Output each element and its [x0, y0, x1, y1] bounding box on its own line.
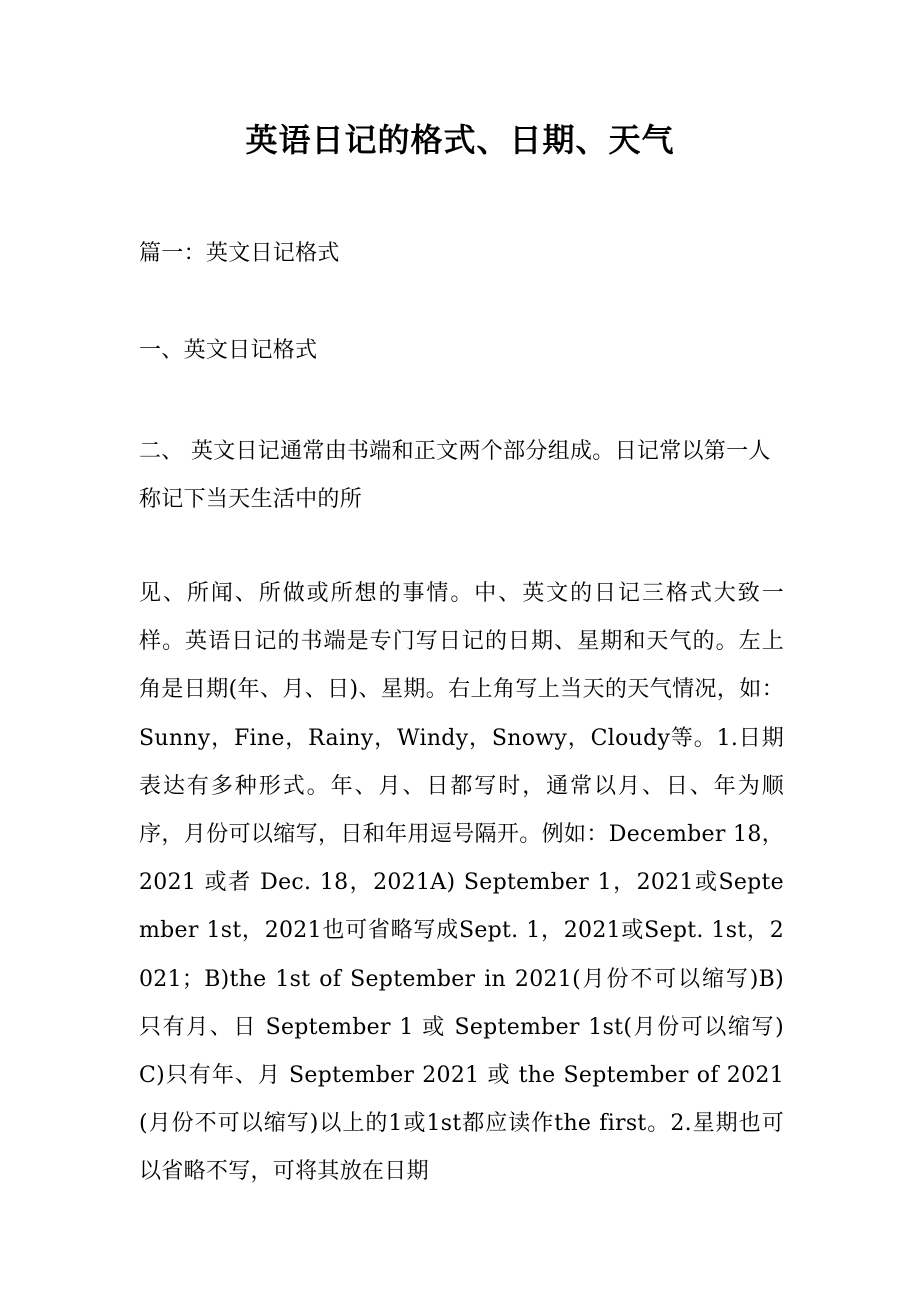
section-heading: 篇一：英文日记格式 [139, 241, 340, 266]
body-paragraph: 见、所闻、所做或所想的事情。中、英文的日记三格式大致一样。英语日记的书端是专门写日记的日期、星期和天气的。左上角是日期(年、月、日)、星期。右上角写上当天的天气情况，如：Sunny，Fine，Rainy，Windy，Snowy，Cloudy等。1.日期表达有多种形式。年、月、日都写时，通常以月、日、年为顺序，月份可以缩写，日和年用逗号隔开。例如：December 18，2021 或者 Dec. 18，2021A) September 1，2021或September 1st，2021也可省略写成Sept. 1，2021或Sept. 1st，2021；B)the 1st of September in 2021(月份不可以缩写)B)只有月、日 September 1 或 September 1st(月份可以缩写)C)只有年、月 September 2021 或 the September of 2021(月份不可以缩写)以上的1或1st都应读作the first。2.星期也可以省略不写，可将其放在日期 [139, 581, 784, 1185]
body-paragraph: 二、 英文日记通常由书端和正文两个部分组成。日记常以第一人称记下当天生活中的所 [139, 439, 771, 512]
subsection-heading: 一、英文日记格式 [139, 338, 318, 363]
document-title: 英语日记的格式、日期、天气 [245, 121, 675, 159]
